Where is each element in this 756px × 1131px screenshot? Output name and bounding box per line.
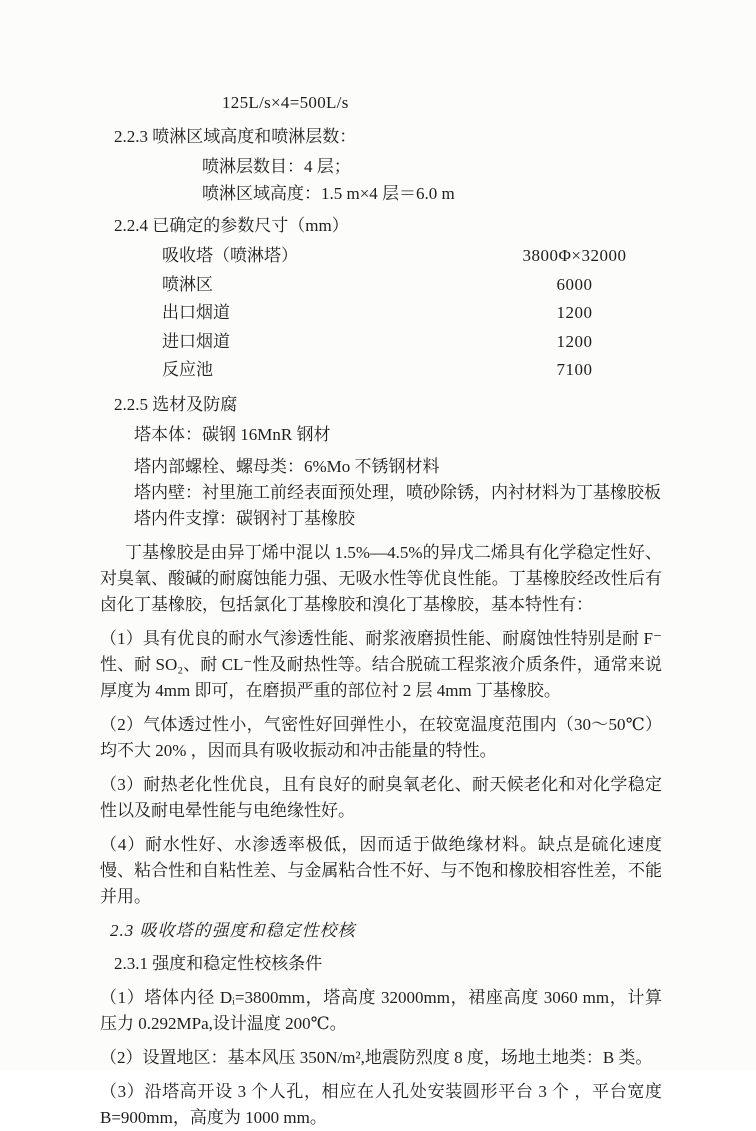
butyl-rubber-intro-paragraph: 丁基橡胶是由异丁烯中混以 1.5%—4.5%的异戊二烯具有化学稳定性好、对臭氧、酸碱的耐腐蚀能力强、无吸水性等优良性能。丁基橡胶经改性后有卤化丁基橡胶，包括氯化丁基橡胶和溴化丁基橡胶，基本特性有： bbox=[100, 542, 662, 614]
property-item-1: （1）具有优良的耐水气渗透性能、耐浆液磨损性能、耐腐蚀性特别是耐 F⁻ 性、耐 SO₂、耐 CL⁻性及耐热性等。结合脱硫工程浆液介质条件，通常来说厚度为 4mm 即可，在磨损严重的部位衬 2 层 4mm 丁基橡胶。 bbox=[100, 628, 662, 700]
table-row bbox=[100, 329, 662, 358]
param-value: 1200 bbox=[556, 303, 593, 322]
param-label: 反应池 bbox=[162, 360, 213, 379]
section-heading-2-2-4: 2.2.4 已确定的参数尺寸（mm） bbox=[114, 216, 349, 235]
formula-line: 125L/s×4=500L/s bbox=[222, 93, 349, 112]
param-label: 出口烟道 bbox=[162, 303, 230, 322]
param-label: 进口烟道 bbox=[162, 331, 230, 351]
param-value: 1200 bbox=[556, 331, 593, 351]
document-content bbox=[100, 90, 662, 1131]
table-row bbox=[100, 357, 662, 386]
material-line-inner-wall: 塔内壁：衬里施工前经表面预处理，喷砂除锈，内衬材料为丁基橡胶板 bbox=[134, 482, 661, 502]
property-item-4: （4）耐水性好、水渗透率极低，因而适于做绝缘材料。缺点是硫化速度慢、粘合性和自粘性差、与金属粘合性不好、与不饱和橡胶相容性差，不能并用。 bbox=[100, 834, 662, 906]
parameter-table bbox=[100, 243, 662, 386]
property-item-2: （2）气体透过性小，气密性好回弹性小，在较宽温度范围内（30～50℃）均不大 20% ，因而具有吸收振动和冲击能量的特性。 bbox=[100, 714, 662, 760]
material-line-bolts: 塔内部螺栓、螺母类：6%Mo 不锈钢材料 bbox=[134, 456, 440, 476]
param-label: 吸收塔（喷淋塔） bbox=[162, 246, 298, 265]
check-condition-3: （3）沿塔高开设 3 个人孔，相应在人孔处安装圆形平台 3 个 ，平台宽度 B=900mm，高度为 1000 mm。 bbox=[100, 1081, 662, 1127]
param-label: 喷淋区 bbox=[162, 274, 213, 294]
table-row bbox=[100, 243, 662, 272]
section-heading-2-3: 2.3 吸收塔的强度和稳定性校核 bbox=[110, 920, 356, 940]
material-line-internals-support: 塔内件支撑：碳钢衬丁基橡胶 bbox=[134, 508, 355, 528]
param-value: 7100 bbox=[556, 360, 593, 379]
check-condition-2: （2）设置地区：基本风压 350N/m²,地震防烈度 8 度，场地土地类：B 类。 bbox=[100, 1047, 653, 1067]
material-line-tower-body: 塔本体：碳钢 16MnR 钢材 bbox=[134, 424, 331, 444]
property-item-3: （3）耐热老化性优良，且有良好的耐臭氧老化、耐天候老化和对化学稳定性以及耐电晕性能与电绝缘性好。 bbox=[100, 774, 662, 820]
section-heading-2-3-1: 2.3.1 强度和稳定性校核条件 bbox=[114, 953, 323, 973]
table-row bbox=[100, 300, 662, 329]
section-heading-2-2-5: 2.2.5 选材及防腐 bbox=[114, 394, 238, 414]
table-row bbox=[100, 272, 662, 301]
param-value: 3800Φ×32000 bbox=[522, 246, 627, 265]
spray-layer-count-line: 喷淋层数目：4 层； bbox=[202, 157, 351, 176]
section-heading-2-2-3: 2.2.3 喷淋区域高度和喷淋层数： bbox=[114, 127, 357, 146]
param-value: 6000 bbox=[556, 274, 593, 294]
spray-zone-height-line: 喷淋区域高度：1.5 m×4 层＝6.0 m bbox=[202, 184, 455, 203]
check-condition-1: （1）塔体内径 Dᵢ=3800mm，塔高度 32000mm，裙座高度 3060 mm，计算压力 0.292MPa,设计温度 200℃。 bbox=[100, 987, 662, 1033]
